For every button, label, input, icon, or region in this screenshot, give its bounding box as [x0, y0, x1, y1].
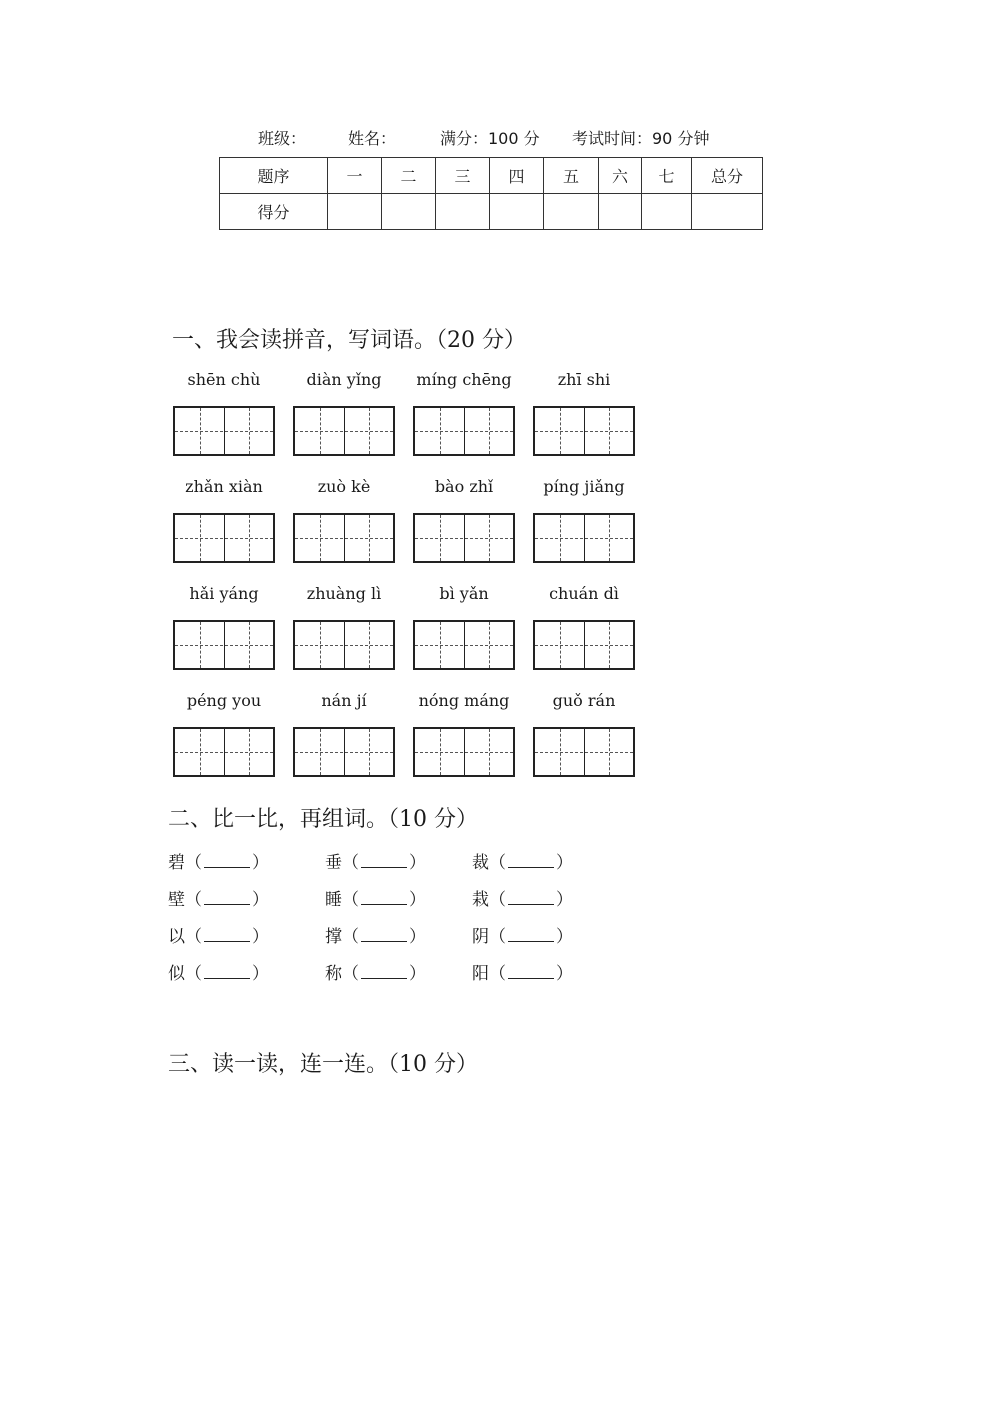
writing-grid[interactable] — [293, 620, 395, 670]
close-paren: ） — [409, 890, 426, 910]
close-paren: ） — [409, 964, 426, 984]
compare-word-item — [325, 848, 426, 873]
compare-word-item — [168, 848, 269, 873]
grid-guide-line — [535, 752, 633, 753]
compare-word-item — [325, 922, 426, 947]
compare-word-item — [472, 959, 573, 984]
score-row-label: 得分 — [220, 194, 328, 230]
writing-grid[interactable] — [413, 727, 515, 777]
open-paren: （ — [185, 890, 202, 910]
character: 阳 — [472, 964, 489, 984]
score-table-header-row — [220, 158, 763, 194]
score-input-cell[interactable] — [328, 194, 382, 230]
close-paren: ） — [409, 853, 426, 873]
writing-grid[interactable] — [173, 513, 275, 563]
pinyin-label: shēn chù — [187, 370, 261, 389]
grid-guide-line — [175, 538, 273, 539]
character: 垂 — [325, 853, 342, 873]
grid-guide-line — [535, 431, 633, 432]
answer-blank[interactable] — [361, 890, 407, 905]
writing-grid[interactable] — [293, 727, 395, 777]
name-label: 姓名： — [348, 129, 397, 148]
score-cell: 总分 — [692, 158, 763, 194]
close-paren: ） — [556, 964, 573, 984]
writing-grid[interactable] — [533, 406, 635, 456]
open-paren: （ — [185, 927, 202, 947]
compare-word-item — [168, 885, 269, 910]
open-paren: （ — [489, 964, 506, 984]
character: 碧 — [168, 853, 185, 873]
character: 似 — [168, 964, 185, 984]
grid-guide-line — [415, 645, 513, 646]
grid-guide-line — [535, 538, 633, 539]
compare-word-item — [168, 959, 269, 984]
score-cell: 四 — [490, 158, 544, 194]
score-cell: 三 — [436, 158, 490, 194]
section2-title: 二、比一比，再组词。（10 分） — [168, 807, 478, 832]
score-input-cell[interactable] — [599, 194, 642, 230]
exam-time-label: 考试时间：90 分钟 — [572, 129, 710, 148]
pinyin-label: zhī shi — [557, 370, 611, 389]
compare-word-item — [168, 922, 269, 947]
pinyin-label: píng jiǎng — [543, 477, 625, 496]
close-paren: ） — [556, 927, 573, 947]
pinyin-label: bì yǎn — [439, 584, 489, 603]
score-input-cell[interactable] — [382, 194, 436, 230]
answer-blank[interactable] — [508, 853, 554, 868]
answer-blank[interactable] — [204, 927, 250, 942]
open-paren: （ — [342, 964, 359, 984]
section1-title: 一、我会读拼音，写词语。（20 分） — [172, 328, 526, 353]
full-score-label: 满分：100 分 — [440, 129, 540, 148]
open-paren: （ — [342, 853, 359, 873]
answer-blank[interactable] — [361, 853, 407, 868]
character: 裁 — [472, 853, 489, 873]
section3-title: 三、读一读，连一连。（10 分） — [168, 1052, 478, 1077]
grid-guide-line — [295, 752, 393, 753]
compare-word-item — [472, 922, 573, 947]
pinyin-label: nóng máng — [418, 691, 510, 710]
open-paren: （ — [342, 927, 359, 947]
grid-guide-line — [295, 645, 393, 646]
writing-grid[interactable] — [533, 513, 635, 563]
writing-grid[interactable] — [533, 727, 635, 777]
pinyin-label: nán jí — [321, 691, 367, 710]
writing-grid[interactable] — [173, 406, 275, 456]
grid-guide-line — [415, 538, 513, 539]
score-cell: 题序 — [220, 158, 328, 194]
character: 以 — [168, 927, 185, 947]
pinyin-label: péng you — [186, 691, 262, 710]
writing-grid[interactable] — [293, 513, 395, 563]
pinyin-label: bào zhǐ — [434, 477, 494, 496]
score-cell: 二 — [382, 158, 436, 194]
grid-guide-line — [415, 752, 513, 753]
writing-grid[interactable] — [533, 620, 635, 670]
pinyin-label: guǒ rán — [552, 691, 616, 710]
writing-grid[interactable] — [413, 620, 515, 670]
open-paren: （ — [489, 890, 506, 910]
grid-guide-line — [295, 431, 393, 432]
close-paren: ） — [409, 927, 426, 947]
writing-grid[interactable] — [293, 406, 395, 456]
writing-grid[interactable] — [413, 406, 515, 456]
writing-grid[interactable] — [413, 513, 515, 563]
grid-guide-line — [535, 645, 633, 646]
close-paren: ） — [556, 890, 573, 910]
compare-word-item — [325, 885, 426, 910]
close-paren: ） — [252, 964, 269, 984]
close-paren: ） — [252, 927, 269, 947]
open-paren: （ — [489, 853, 506, 873]
writing-grid[interactable] — [173, 727, 275, 777]
answer-blank[interactable] — [204, 890, 250, 905]
grid-guide-line — [175, 431, 273, 432]
class-label: 班级： — [258, 129, 307, 148]
close-paren: ） — [252, 853, 269, 873]
score-table-score-row — [220, 194, 763, 230]
compare-word-item — [325, 959, 426, 984]
score-cell: 五 — [544, 158, 599, 194]
score-cell: 七 — [642, 158, 692, 194]
open-paren: （ — [185, 853, 202, 873]
compare-word-item — [472, 885, 573, 910]
score-input-cell[interactable] — [544, 194, 599, 230]
pinyin-label: diàn yǐng — [306, 370, 382, 389]
grid-guide-line — [175, 645, 273, 646]
answer-blank[interactable] — [508, 927, 554, 942]
score-cell: 一 — [328, 158, 382, 194]
writing-grid[interactable] — [173, 620, 275, 670]
pinyin-label: zuò kè — [317, 477, 371, 496]
pinyin-label: zhǎn xiàn — [185, 477, 263, 496]
close-paren: ） — [252, 890, 269, 910]
score-input-cell[interactable] — [490, 194, 544, 230]
pinyin-label: hǎi yáng — [189, 584, 259, 603]
answer-blank[interactable] — [204, 964, 250, 979]
grid-guide-line — [175, 752, 273, 753]
grid-guide-line — [415, 431, 513, 432]
character: 睡 — [325, 890, 342, 910]
score-input-cell[interactable] — [692, 194, 763, 230]
compare-word-item — [472, 848, 573, 873]
pinyin-label: chuán dì — [549, 584, 619, 603]
open-paren: （ — [185, 964, 202, 984]
close-paren: ） — [556, 853, 573, 873]
answer-blank[interactable] — [361, 927, 407, 942]
answer-blank[interactable] — [204, 853, 250, 868]
grid-guide-line — [295, 538, 393, 539]
character: 称 — [325, 964, 342, 984]
answer-blank[interactable] — [361, 964, 407, 979]
score-input-cell[interactable] — [436, 194, 490, 230]
answer-blank[interactable] — [508, 890, 554, 905]
pinyin-label: zhuàng lì — [306, 584, 382, 603]
character: 撑 — [325, 927, 342, 947]
character: 阴 — [472, 927, 489, 947]
answer-blank[interactable] — [508, 964, 554, 979]
character: 栽 — [472, 890, 489, 910]
character: 壁 — [168, 890, 185, 910]
open-paren: （ — [342, 890, 359, 910]
open-paren: （ — [489, 927, 506, 947]
score-cell: 六 — [599, 158, 642, 194]
pinyin-label: míng chēng — [416, 370, 512, 389]
score-table — [219, 157, 763, 230]
score-input-cell[interactable] — [642, 194, 692, 230]
